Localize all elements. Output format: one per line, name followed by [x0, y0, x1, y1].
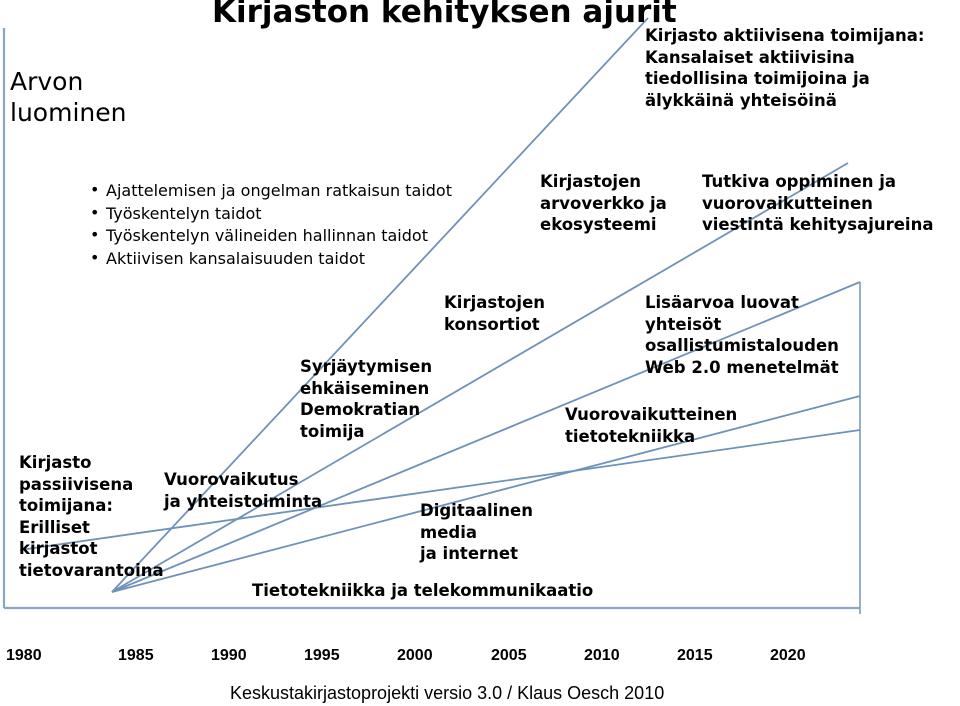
- page-title: Kirjaston kehityksen ajurit: [212, 0, 677, 30]
- year-tick: 1985: [118, 647, 154, 664]
- added-value-label: Lisäarvoa luovat yhteisöt osallistumistalouden Web 2.0 menetelmät: [645, 293, 839, 377]
- digital-media-label: Digitaalinen media ja internet: [420, 501, 533, 563]
- year-tick: 2015: [677, 647, 713, 664]
- ict-label: Tietotekniikka ja telekommunikaatio: [252, 581, 594, 600]
- consortia-label: Kirjastojen konsortiot: [444, 293, 546, 334]
- exclusion-label: Syrjäytymisen ehkäiseminen Demokratian toimija: [300, 357, 433, 441]
- skills-list: [86, 180, 452, 270]
- y-axis-title: Arvon luominen: [10, 67, 127, 127]
- skill-item: • Työskentelyn välineiden hallinnan taidot: [86, 225, 452, 248]
- year-tick: 2000: [397, 647, 433, 664]
- year-tick: 2010: [584, 647, 620, 664]
- interactive-it-label: Vuorovaikutteinen tietotekniikka: [565, 405, 738, 446]
- credit-text: Keskustakirjastoprojekti versio 3.0 / Klaus Oesch 2010: [230, 683, 665, 703]
- year-tick: 2020: [770, 647, 806, 664]
- active-library-label: Kirjasto aktiivisena toimijana: Kansalaiset aktiivisina tiedollisina toimijoina ja älykkäinä yhteisöinä: [645, 26, 925, 110]
- skill-item: • Työskentelyn taidot: [86, 203, 452, 226]
- value-networks-label: Kirjastojen arvoverkko ja ekosysteemi: [540, 172, 667, 234]
- skill-item: • Aktiivisen kansalaisuuden taidot: [86, 248, 452, 271]
- year-tick: 1990: [211, 647, 247, 664]
- year-tick: 2005: [491, 647, 527, 664]
- passive-library-label: Kirjasto passiivisena toimijana: Erilliset kirjastot tietovarantoina: [19, 453, 164, 580]
- year-tick: 1995: [304, 647, 340, 664]
- year-tick: 1980: [6, 647, 42, 664]
- interaction-label: Vuorovaikutus ja yhteistoiminta: [164, 470, 323, 511]
- skill-item: • Ajattelemisen ja ongelman ratkaisun taidot: [86, 180, 452, 203]
- inquiry-learning-label: Tutkiva oppiminen ja vuorovaikutteinen viestintä kehitysajureina: [702, 172, 934, 234]
